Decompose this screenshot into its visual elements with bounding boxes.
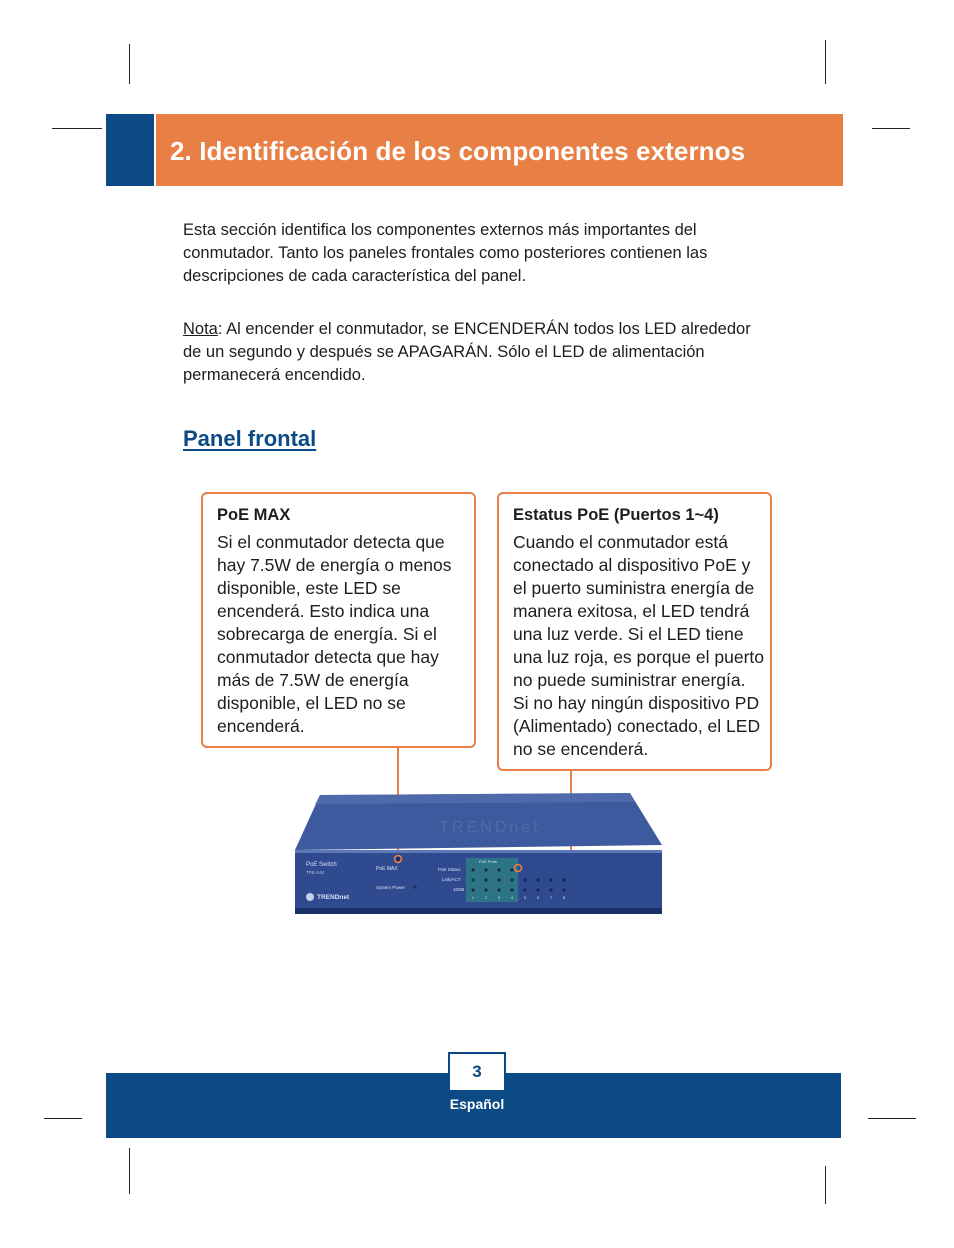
callout-body	[217, 531, 451, 738]
callout-poe-max	[201, 492, 476, 748]
crop-mark	[52, 128, 102, 129]
crop-mark	[129, 44, 130, 84]
footer-language: Español	[449, 1096, 505, 1112]
callout-line: (Alimentado) conectado, el LED	[513, 716, 761, 736]
system-power-led	[413, 885, 416, 888]
page-title: 2. Identificación de los componentes externos	[170, 136, 746, 166]
intro-line: Esta sección identifica los componentes externos más importantes del	[183, 221, 697, 239]
port-number: 7	[549, 895, 553, 900]
poe-ports-label: PoE Ports	[479, 859, 498, 864]
switch-front-panel-illustration	[290, 790, 670, 920]
port-number: 5	[523, 895, 527, 900]
crop-mark	[825, 1166, 826, 1204]
system-power-led-label: System Power	[376, 885, 406, 890]
speed-label: 100M	[453, 887, 465, 892]
callout-line: sobrecarga de energía. Si el	[217, 624, 437, 644]
callout-line: manera exitosa, el LED tendrá	[513, 601, 750, 621]
callout-line: Cuando el conmutador está	[513, 532, 728, 552]
callout-poe-status	[497, 492, 772, 771]
port-number: 3	[497, 895, 501, 900]
callout-body	[513, 531, 764, 761]
link-act-label: Link/ACT	[442, 877, 461, 882]
title-accent-block	[106, 114, 154, 186]
callout-title: Estatus PoE (Puertos 1~4)	[513, 506, 719, 524]
page-number: 3	[448, 1052, 506, 1092]
port-number: 2	[484, 895, 488, 900]
callout-line: conectado al dispositivo PoE y	[513, 555, 751, 575]
callout-line: disponible, este LED se	[217, 578, 401, 598]
crop-mark	[825, 40, 826, 84]
callout-line: Si el conmutador detecta que	[217, 532, 445, 552]
note-label: Nota	[183, 320, 218, 338]
switch-model-label: PoE Switch	[306, 862, 337, 868]
intro-paragraph	[183, 219, 783, 288]
callout-line: hay 7.5W de energía o menos	[217, 555, 452, 575]
callout-line: conmutador detecta que hay	[217, 647, 439, 667]
port-number: 4	[510, 895, 514, 900]
switch-model-number: TPE-S44	[306, 870, 325, 875]
poe-status-label: PoE Status	[438, 867, 461, 872]
callout-line: más de 7.5W de energía	[217, 670, 409, 690]
crop-mark	[44, 1118, 82, 1119]
port-number: 8	[562, 895, 566, 900]
section-heading: Panel frontal	[183, 426, 317, 451]
callout-line: Si no hay ningún dispositivo PD	[513, 693, 760, 713]
poe-max-led-label: PoE MAX	[376, 866, 398, 872]
callout-line: disponible, el LED no se	[217, 693, 406, 713]
note-paragraph	[183, 318, 783, 387]
callout-title: PoE MAX	[217, 506, 291, 524]
crop-mark	[872, 128, 910, 129]
note-text: : Al encender el conmutador, se ENCENDERÁN todos los LED alrededor	[217, 320, 751, 338]
port-number: 6	[536, 895, 540, 900]
note-line	[183, 318, 783, 341]
switch-brand-logo: TRENDnet	[317, 894, 350, 901]
intro-line: descripciones de cada característica del panel.	[183, 267, 527, 285]
callout-line: el puerto suministra energía de	[513, 578, 755, 598]
callout-line: encenderá. Esto indica una	[217, 601, 430, 621]
callout-line: no puede suministrar energía.	[513, 670, 746, 690]
callout-line: una luz roja, es porque el puerto	[513, 647, 764, 667]
poe-max-led	[396, 857, 400, 861]
crop-mark	[868, 1118, 916, 1119]
crop-mark	[129, 1148, 130, 1194]
callout-line: no se encenderá.	[513, 739, 649, 759]
switch-top-brand: TRENDnet	[439, 819, 541, 836]
note-line: permanecerá encendido.	[183, 366, 366, 384]
note-line: de un segundo y después se APAGARÁN. Sólo el LED de alimentación	[183, 343, 705, 361]
callout-line: una luz verde. Si el LED tiene	[513, 624, 744, 644]
callout-line: encenderá.	[217, 716, 305, 736]
port-number: 1	[471, 895, 475, 900]
intro-line: conmutador. Tanto los paneles frontales como posteriores contienen las	[183, 244, 708, 262]
